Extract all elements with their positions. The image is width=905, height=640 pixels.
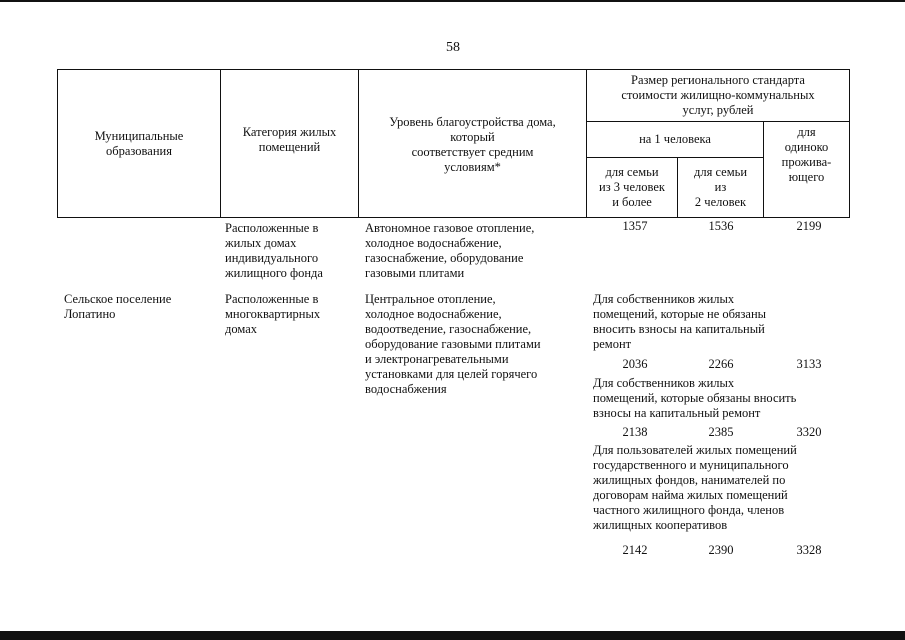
row1-value-family2: 1536: [708, 219, 734, 233]
row2-group2-value-single: 3320: [796, 425, 822, 439]
row2-group1-value-family3: 2036: [622, 357, 648, 371]
header-municipal-text: Муниципальные образования: [94, 128, 184, 158]
header-level: [359, 70, 587, 218]
row2-category: Расположенные в многоквартирных домах: [225, 292, 321, 336]
row2-group3-value-single: 3328: [796, 543, 822, 557]
row2-group3-value-family3: 2142: [622, 543, 648, 557]
table-header: [57, 69, 850, 218]
top-border-line: [0, 0, 905, 2]
row1-value-family3: 1357: [622, 219, 648, 233]
row2-group1-label: Для собственников жилых помещений, которые не обязаны вносить взносы на капитальный ремонт: [593, 292, 767, 351]
row2-group2-label: Для собственников жилых помещений, которые обязаны вносить взносы на капитальный ремонт: [593, 376, 797, 420]
header-standard: [587, 70, 850, 122]
header-family3-text: для семьи из 3 человек и более: [599, 165, 665, 209]
header-family2: [678, 158, 764, 218]
row2-group2-value-family2: 2385: [708, 425, 734, 439]
header-category: [221, 70, 359, 218]
municipality-name: Сельское поселение Лопатино: [64, 292, 172, 321]
row2-level: Центральное отопление, холодное водоснабжение, водоотведение, газоснабжение, оборудование газовыми плитами и электронагревательными установками для целей горячего водоснабжения: [365, 292, 541, 396]
header-standard-text: Размер регионального стандарта стоимости жилищно-коммунальных услуг, рублей: [621, 73, 815, 117]
row2-group1-value-single: 3133: [796, 357, 822, 371]
row1-value-single: 2199: [796, 219, 822, 233]
row2-group2-value-family3: 2138: [622, 425, 648, 439]
header-single-text: для одиноко прожива- ющего: [781, 125, 832, 184]
header-category-text: Категория жилых помещений: [242, 125, 337, 154]
bottom-border-band: [0, 631, 905, 640]
row1-category: Расположенные в жилых домах индивидуального жилищного фонда: [225, 221, 323, 280]
header-municipal: [58, 70, 221, 218]
header-single: [764, 122, 850, 218]
header-level-text: Уровень благоустройства дома, который соответствует средним условиям*: [389, 115, 556, 174]
page-number: 58: [446, 40, 460, 55]
row1-level: Автономное газовое отопление, холодное водоснабжение, газоснабжение, оборудование газовыми плитами: [365, 221, 535, 280]
row2-group1-value-family2: 2266: [708, 357, 734, 371]
row2-group3-value-family2: 2390: [708, 543, 734, 557]
header-family2-text: для семьи из 2 человек: [693, 165, 748, 209]
row2-group3-label: Для пользователей жилых помещений государственного и муниципального жилищных фондов, нанимателей по договорам найма жилых помещений частного жилищного фонда, членов жилищных кооперативов: [593, 443, 797, 532]
header-per-person: [587, 122, 764, 158]
header-per-person-text: на 1 человека: [639, 132, 711, 146]
header-family3: [587, 158, 678, 218]
